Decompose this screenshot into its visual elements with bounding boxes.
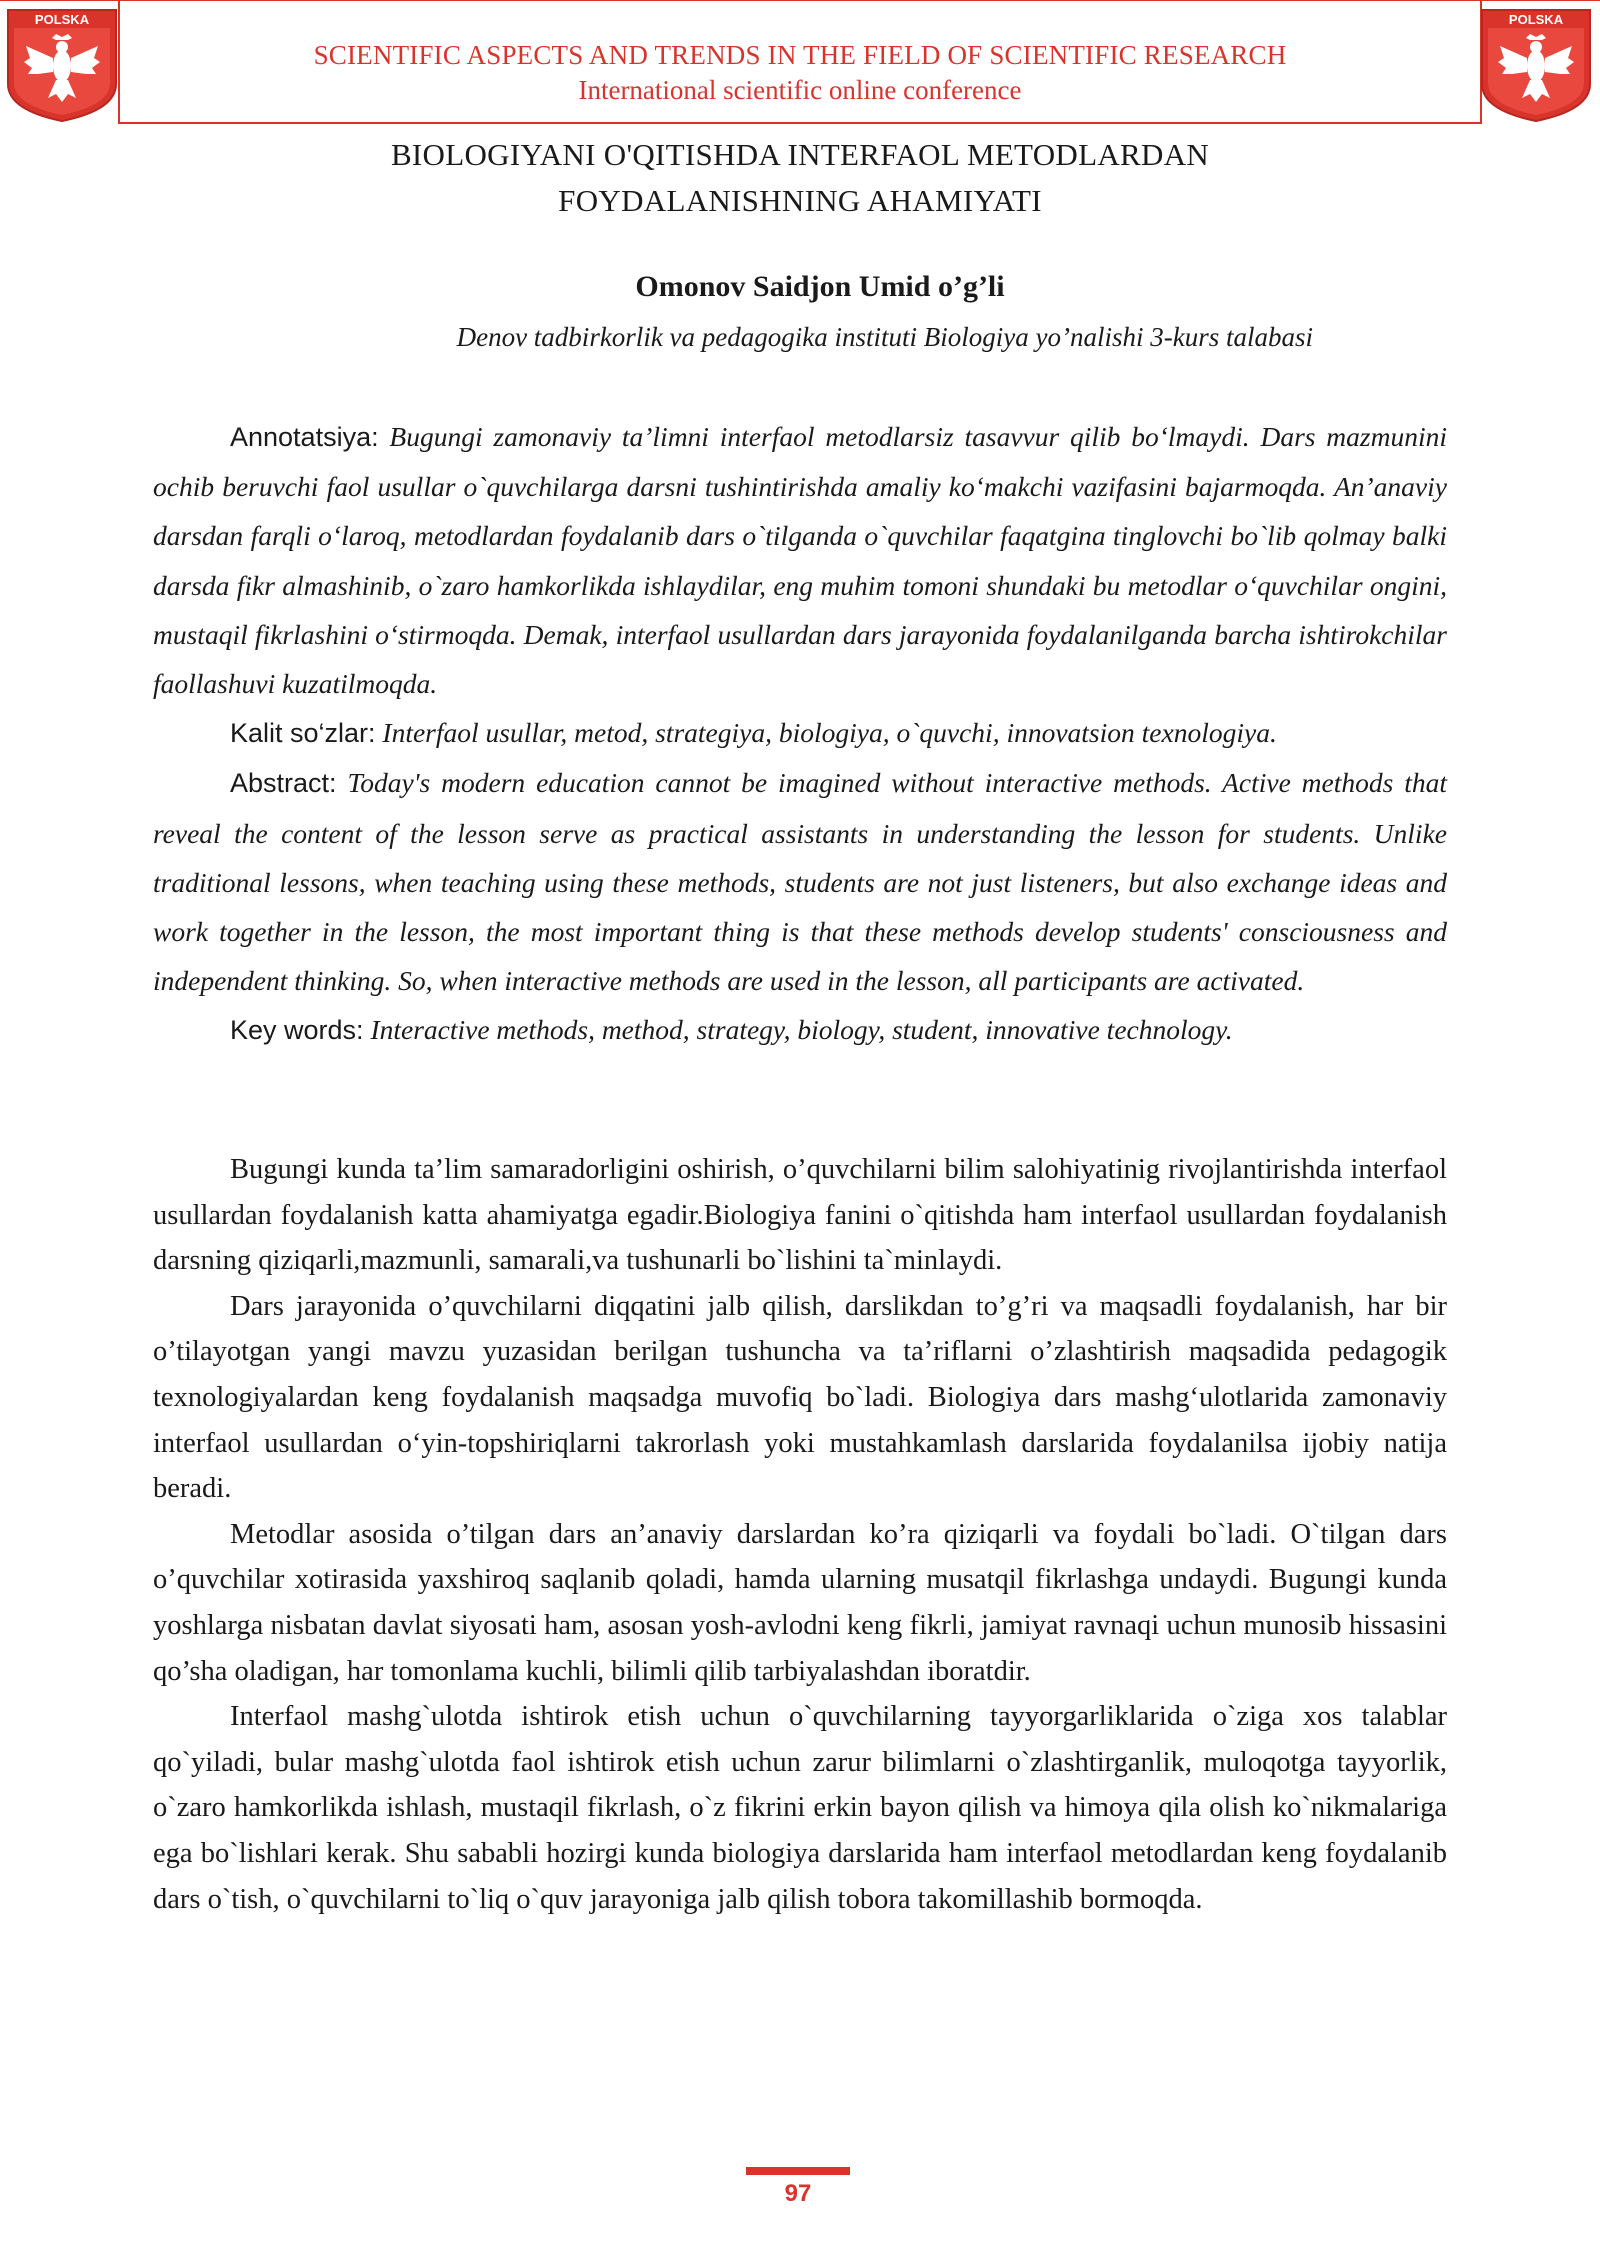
polska-emblem-icon	[1478, 6, 1594, 124]
author-affiliation: Denov tadbirkorlik va pedagogika instituti Biologiya yo’nalishi 3-kurs talabasi	[456, 322, 1313, 352]
emblem-label: POLSKA	[34, 12, 90, 27]
emblem-label: POLSKA	[1508, 12, 1564, 27]
body-paragraph: Dars jarayonida o’quvchilarni diqqatini jalb qilish, darslikdan to’g’ri va maqsadli foydalanish, har bir o’tilayotgan yangi mavzu yuzasidan berilgan tushuncha va ta’riflarni o’zlashtirish maqsadida pedagogik texnologiyalardan keng foydalanish maqsadga muvofiq bo`ladi. Biologiya dars mashg‘ulotlarida zamonaviy interfaol usullardan o‘yin-topshiriqlarni takrorlash yoki mustahkamlash darslarida foydalanilsa ijobiy natija beradi.	[153, 1290, 1447, 1505]
header-top-rule	[0, 0, 1600, 1]
conference-subtitle: International scientific online conference	[578, 75, 1022, 105]
annotation-paragraph	[153, 412, 1447, 708]
body-paragraph: Bugungi kunda ta’lim samaradorligini oshirish, o’quvchilarni bilim salohiyatinig rivojlantirishda interfaol usullardan foydalanish katta ahamiyatga egadir.Biologiya fanini o`qitishda ham interfaol usullardan foydalanish darsning qiziqarli,mazmunli, samarali,va tushunarli bo`lishini ta`minlaydi.	[153, 1154, 1447, 1277]
paper-title-line-2: FOYDALANISHNING AHAMIYATI	[558, 183, 1042, 218]
abstract-section	[153, 412, 1447, 1056]
annotation-label: Annotatsiya:	[230, 422, 379, 452]
page-number: 97	[784, 2180, 812, 2207]
keywords-en-text: Interactive methods, method, strategy, biology, student, innovative technology.	[370, 1014, 1233, 1046]
footer-accent-bar	[746, 2167, 850, 2175]
main-body	[153, 1147, 1447, 1922]
polska-emblem-icon	[4, 6, 120, 124]
conference-title: SCIENTIFIC ASPECTS AND TRENDS IN THE FIELD OF SCIENTIFIC RESEARCH	[313, 40, 1287, 70]
keywords-en-paragraph	[153, 1005, 1447, 1055]
paper-title-line-1: BIOLOGIYANI O'QITISHDA INTERFAOL METODLARDAN	[390, 137, 1210, 172]
body-paragraph: Interfaol mashg`ulotda ishtirok etish uchun o`quvchilarning tayyorgarliklarida o`ziga xos talablar qo`yiladi, bular mashg`ulotda faol ishtirok etish uchun zarur bilimlarni o`zlashtirganlik, muloqotga tayyorlik, o`zaro hamkorlikda ishlash, mustaqil fikrlash, o`z fikrini erkin bayon qilish va himoya qila olish ko`nikmalariga ega bo`lishlari kerak. Shu sababli hozirgi kunda biologiya darslarida ham interfaol metodlardan keng foydalanib dars o`tish, o`quvchilarni to`liq o`quv jarayoniga jalb qilish tobora takomillashib bormoqda.	[153, 1701, 1447, 1915]
author-name: Omonov Saidjon Umid o’g’li	[635, 270, 1005, 303]
abstract-paragraph	[153, 758, 1447, 1005]
abstract-label: Abstract:	[230, 768, 337, 799]
annotation-text: Bugungi zamonaviy ta’limni interfaol metodlarsiz tasavvur qilib bo‘lmaydi. Dars mazmunini ochib beruvchi faol usullar o`quvchilarga darsni tushintirishda amaliy ko‘makchi vazifasini bajarmoqda. An’anaviy darsdan farqli o‘laroq, metodlardan foydalanib dars o`tilganda o`quvchilar faqatgina tinglovchi bo`lib qolmay balki darsda fikr almashinib, o`zaro hamkorlikda ishlaydilar, eng muhim tomoni shundaki bu metodlar o‘quvchilar ongini, mustaqil fikrlashini o‘stirmoqda. Demak, interfaol usullardan dars jarayonida foydalanilganda barcha ishtirokchilar faollashuvi kuzatilmoqda.	[153, 421, 1447, 700]
keywords-uz-label: Kalit so‘zlar:	[230, 718, 376, 749]
paper-title	[200, 132, 1400, 224]
body-paragraph: Metodlar asosida o’tilgan dars an’anaviy darslardan ko’ra qiziqarli va foydali bo`ladi. O`tilgan dars o’quvchilar xotirasida yaxshiroq saqlanib qoladi, hamda ularning musatqil fikrlashga undaydi. Bugungi kunda yoshlarga nisbatan davlat siyosati ham, asosan yosh-avlodni keng fikrli, jamiyat ravnaqi uchun munosib hissasini qo’sha oladigan, har tomonlama kuchli, bilimli qilib tarbiyalashdan iboratdir.	[153, 1518, 1447, 1687]
header-bottom-rule	[118, 122, 1482, 124]
keywords-uz-text: Interfaol usullar, metod, strategiya, biologiya, o`quvchi, innovatsion texnologiya.	[382, 717, 1277, 749]
keywords-uz-paragraph	[153, 708, 1447, 758]
page-header	[0, 0, 1600, 128]
abstract-text: Today's modern education cannot be imagined without interactive methods. Active methods that reveal the content of the lesson serve as practical assistants in understanding the lesson for students. Unlike traditional lessons, when teaching using these methods, students are not just listeners, but also exchange ideas and work together in the lesson, the most important thing is that these methods develop students' consciousness and independent thinking. So, when interactive methods are used in the lesson, all participants are activated.	[153, 767, 1448, 997]
keywords-en-label: Key words:	[230, 1015, 364, 1046]
